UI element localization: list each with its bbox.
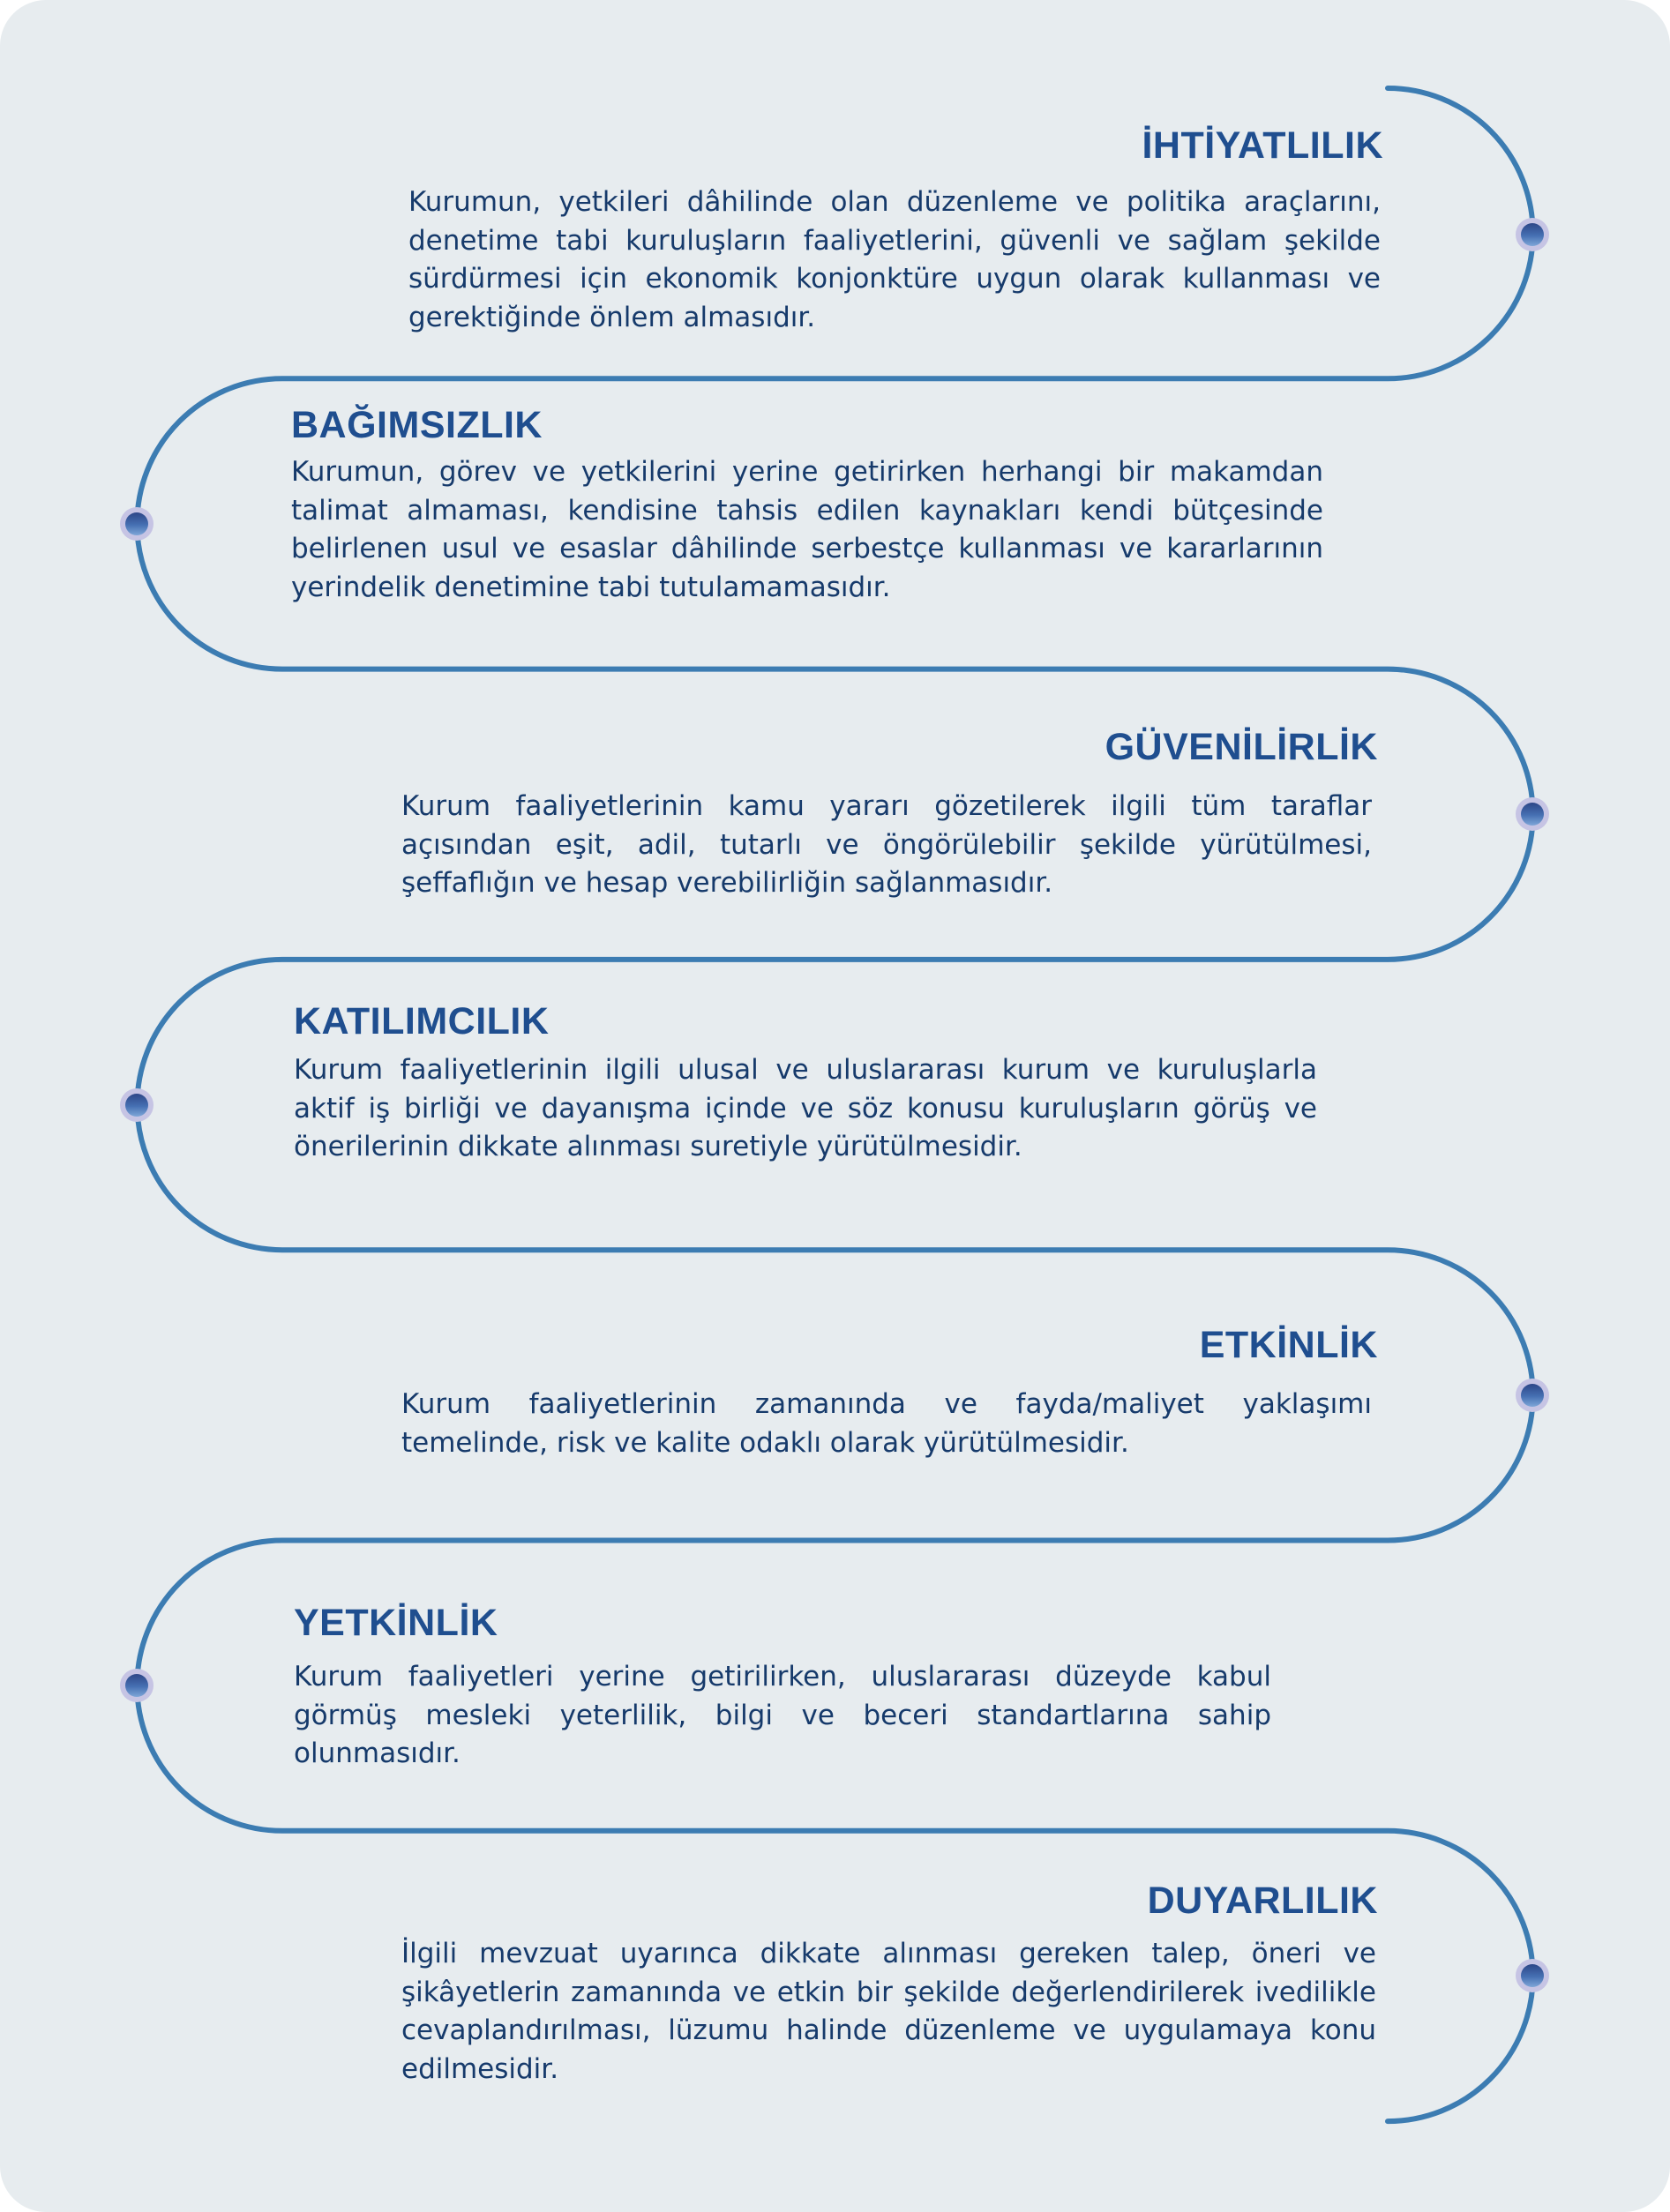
node-dot-icon [125, 512, 148, 535]
section-description: İlgili mevzuat uyarınca dikkate alınması gereken talep, öneri ve şikâyetlerin zamanında ve etkin bir şekilde değerlendirilerek ivedilikle cevaplandırılması, lüzumu halinde düzenleme ve uygulamaya konu edilmesidir. [401, 1938, 1376, 2085]
section-title: YETKİNLİK [294, 1602, 498, 1644]
node-dot-icon [125, 1674, 148, 1697]
timeline-node [1516, 1379, 1549, 1412]
section-description: Kurum faaliyetleri yerine getirilirken, uluslararası düzeyde kabul görmüş mesleki yeterlilik, bilgi ve beceri standartlarına sahip olunmasıdır. [294, 1661, 1271, 1770]
section-title: İHTİYATLILIK [1142, 124, 1383, 167]
node-dot-icon [1521, 1964, 1544, 1987]
section-title: GÜVENİLİRLİK [1105, 726, 1378, 768]
section-description: Kurum faaliyetlerinin zamanında ve fayda/maliyet yaklaşımı temelinde, risk ve kalite odaklı olarak yürütülmesidir. [401, 1388, 1372, 1459]
section-title: KATILIMCILIK [294, 1000, 550, 1042]
node-dot-icon [1521, 803, 1544, 826]
section-description: Kurum faaliyetlerinin kamu yararı gözetilerek ilgili tüm taraflar açısından eşit, adil, tutarlı ve öngörülebilir şekilde yürütülmesi, şeffaflığın ve hesap verebilirliğin sağlanmasıdır. [401, 790, 1372, 900]
section-title: ETKİNLİK [1199, 1324, 1378, 1366]
section-description: Kurumun, yetkileri dâhilinde olan düzenleme ve politika araçlarını, denetime tabi kuruluşların faaliyetlerini, güvenli ve sağlam şekilde sürdürmesi için ekonomik konjonktüre uygun olarak kullanması ve gerektiğinde önlem almasıdır. [408, 186, 1381, 333]
node-dot-icon [125, 1094, 148, 1117]
timeline-node [120, 507, 154, 541]
timeline-node [120, 1669, 154, 1702]
section-description: Kurumun, görev ve yetkilerini yerine getirirken herhangi bir makamdan talimat almaması, kendisine tahsis edilen kaynakları kendi bütçesinde belirlenen usul ve esaslar dâhilinde serbestçe kullanması ve kararlarının yerindelik denetimine tabi tutulamamasıdır. [291, 456, 1323, 603]
section-title: DUYARLILIK [1147, 1879, 1378, 1922]
timeline-node [1516, 1959, 1549, 1992]
node-dot-icon [1521, 223, 1544, 246]
node-dot-icon [1521, 1384, 1544, 1407]
section-description: Kurum faaliyetlerinin ilgili ulusal ve uluslararası kurum ve kuruluşlarla aktif iş birliği ve dayanışma içinde ve söz konusu kuruluşların görüş ve önerilerinin dikkate alınması suretiyle yürütülmesidir. [294, 1054, 1317, 1163]
timeline-node [1516, 797, 1549, 831]
timeline-node [120, 1088, 154, 1122]
section-title: BAĞIMSIZLIK [291, 404, 543, 446]
timeline-node [1516, 218, 1549, 251]
